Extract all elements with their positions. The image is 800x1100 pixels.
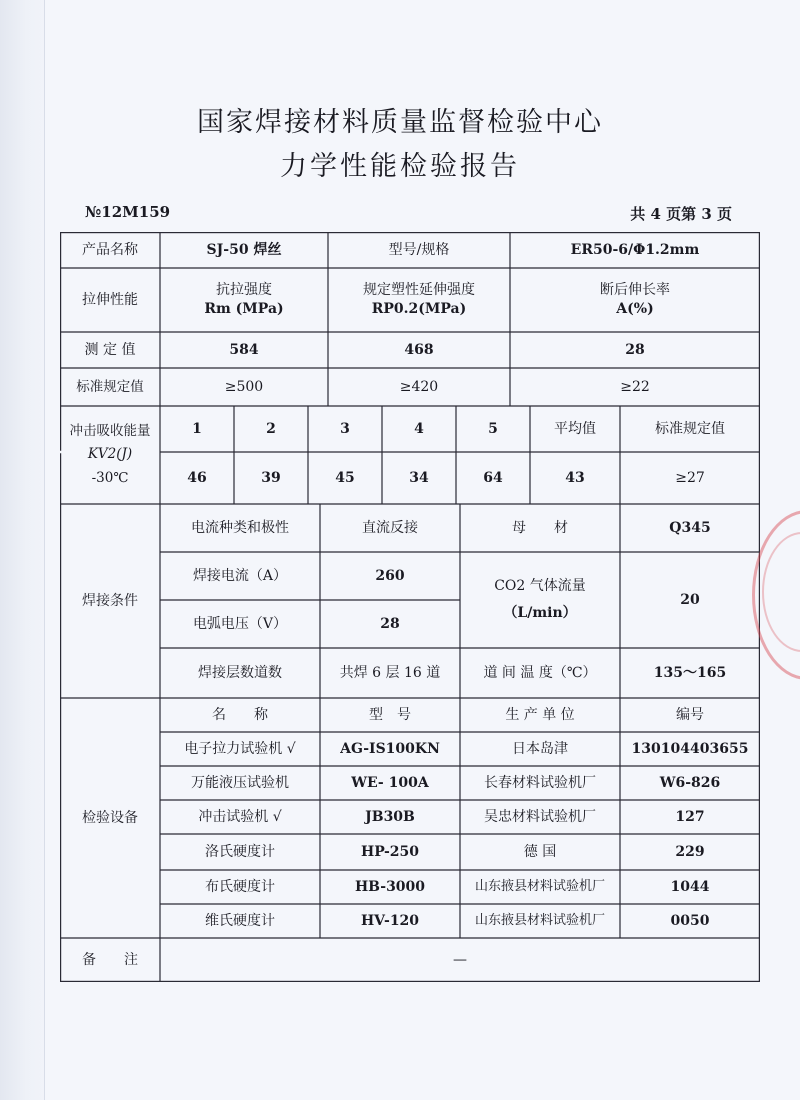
gas-flow-value: 20 — [680, 591, 700, 608]
equipment-row-name: 洛氏硬度计 — [205, 843, 275, 860]
impact-value-standard: ≥27 — [675, 469, 705, 486]
rp-name: 规定塑性延伸强度 — [363, 282, 475, 299]
model-label: 型号/规格 — [388, 241, 450, 258]
standard-label: 标准规定值 — [76, 378, 144, 395]
current-type-value: 直流反接 — [362, 519, 418, 536]
impact-label-line3: -30℃ — [91, 469, 129, 486]
measured-rm: 584 — [229, 341, 259, 358]
standard-rp: ≥420 — [399, 378, 439, 395]
elongation-header — [510, 268, 760, 332]
equipment-row-model: AG-IS100KN — [340, 740, 440, 757]
equipment-row-name: 维氏硬度计 — [205, 912, 275, 929]
base-metal-value: Q345 — [669, 519, 711, 536]
impact-value-average: 43 — [565, 469, 585, 486]
rp-unit: RP0.2(MPa) — [371, 301, 467, 317]
standard-a: ≥22 — [620, 378, 650, 395]
standard-rm: ≥500 — [224, 378, 264, 395]
impact-label-line1: 冲击吸收能量 — [69, 422, 151, 439]
measured-a: 28 — [625, 341, 645, 358]
layers-label: 焊接层数道数 — [198, 664, 282, 681]
impact-value-3: 45 — [335, 469, 355, 486]
gas-flow-label-line1: CO2 气体流量 — [494, 578, 586, 595]
report-table — [60, 232, 760, 982]
equipment-row-code: 130104403655 — [631, 740, 749, 757]
equipment-row-code: 1044 — [670, 878, 710, 895]
impact-header-2: 2 — [266, 420, 276, 437]
equipment-row-maker: 山东掖县材料试验机厂 — [474, 913, 605, 929]
gas-flow-label-line2: （L/min） — [503, 605, 577, 621]
equipment-row-code: 0050 — [670, 912, 710, 929]
gas-flow-label — [460, 552, 620, 648]
impact-header-5: 5 — [488, 420, 498, 437]
impact-label-line2: KV2(J) — [87, 446, 133, 463]
equipment-row-name: 冲击试验机 √ — [198, 808, 282, 825]
remarks-label: 备 注 — [82, 951, 138, 968]
base-metal-label: 母 材 — [512, 519, 568, 536]
interpass-temp-value: 135～165 — [653, 664, 727, 681]
current-type-label: 电流种类和极性 — [191, 519, 289, 536]
equipment-row-maker: 吴忠材料试验机厂 — [484, 808, 596, 825]
equipment-row-maker: 山东掖县材料试验机厂 — [474, 879, 605, 895]
equipment-row-code: 229 — [675, 843, 705, 860]
interpass-temp-label: 道 间 温 度（℃） — [483, 664, 597, 681]
equipment-row-name: 万能液压试验机 — [191, 774, 289, 791]
document-number: №12M159 — [85, 203, 171, 221]
equipment-row-model: WE- 100A — [351, 774, 429, 791]
equipment-label: 检验设备 — [82, 809, 138, 826]
equipment-row-name: 布氏硬度计 — [205, 878, 275, 895]
equipment-row-model: HV-120 — [360, 912, 420, 929]
impact-value-1: 46 — [187, 469, 207, 486]
arc-voltage-label: 电弧电压（V） — [192, 615, 288, 632]
welding-current-label: 焊接电流（A） — [192, 567, 288, 584]
welding-label: 焊接条件 — [82, 592, 138, 609]
impact-label — [60, 406, 160, 504]
product-name-value: SJ-50 焊丝 — [206, 241, 282, 258]
remarks-value: — — [453, 951, 467, 968]
equipment-row-model: HB-3000 — [354, 878, 426, 895]
impact-value-5: 64 — [483, 469, 503, 486]
impact-value-4: 34 — [409, 469, 429, 486]
impact-header-average: 平均值 — [554, 420, 596, 437]
a-unit: A(%) — [616, 301, 654, 317]
tensile-label: 拉伸性能 — [82, 291, 138, 308]
product-name-label: 产品名称 — [82, 241, 138, 258]
tensile-strength-header — [160, 268, 328, 332]
welding-current-value: 260 — [375, 567, 405, 584]
layers-value: 共焊 6 层 16 道 — [339, 664, 441, 681]
equipment-header-model: 型 号 — [369, 706, 411, 723]
equipment-row-model: HP-250 — [360, 843, 420, 860]
impact-header-4: 4 — [414, 420, 424, 437]
model-value: ER50-6/Φ1.2mm — [570, 241, 700, 258]
equipment-header-name: 名 称 — [212, 706, 268, 723]
rm-unit: Rm (MPa) — [204, 301, 284, 317]
rm-name: 抗拉强度 — [216, 282, 272, 299]
measured-label: 测 定 值 — [84, 341, 136, 358]
impact-header-1: 1 — [192, 420, 202, 437]
report-title: 力学性能检验报告 — [280, 151, 520, 182]
measured-rp: 468 — [404, 341, 434, 358]
impact-header-standard: 标准规定值 — [655, 420, 725, 437]
arc-voltage-value: 28 — [380, 615, 400, 632]
impact-header-3: 3 — [340, 420, 350, 437]
equipment-header-code: 编号 — [676, 706, 704, 723]
equipment-header-maker: 生 产 单 位 — [505, 706, 575, 723]
equipment-row-name: 电子拉力试验机 √ — [184, 740, 296, 757]
center-title: 国家焊接材料质量监督检验中心 — [197, 107, 603, 138]
impact-value-2: 39 — [261, 469, 281, 486]
equipment-row-maker: 德 国 — [523, 843, 557, 860]
equipment-row-model: JB30B — [365, 808, 415, 825]
a-name: 断后伸长率 — [600, 282, 670, 299]
equipment-row-code: W6-826 — [659, 774, 721, 791]
equipment-row-maker: 日本岛津 — [512, 740, 568, 757]
page-info: 共 4 页第 3 页 — [630, 205, 732, 223]
equipment-row-maker: 长春材料试验机厂 — [484, 774, 596, 791]
yield-strength-header — [328, 268, 510, 332]
equipment-row-code: 127 — [675, 808, 705, 825]
